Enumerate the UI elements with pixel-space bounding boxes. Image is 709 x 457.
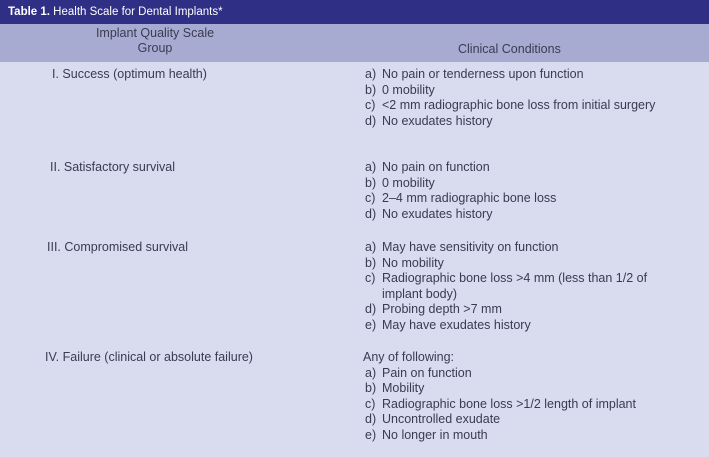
condition-letter: d) xyxy=(365,206,377,221)
condition-letter: b) xyxy=(365,381,377,396)
group-cell: II. Satisfactory survival xyxy=(50,160,176,174)
condition-item xyxy=(363,191,683,207)
condition-letter: a) xyxy=(365,67,377,81)
condition-item xyxy=(363,318,683,334)
condition-text: Radiographic bone loss >1/2 length of implant xyxy=(382,396,636,411)
condition-item xyxy=(363,302,683,318)
group-cell: I. Success (optimum health) xyxy=(52,67,207,81)
condition-letter: c) xyxy=(365,98,376,113)
condition-item xyxy=(363,160,683,176)
conditions-cell xyxy=(363,350,683,444)
condition-text: No pain on function xyxy=(382,160,490,174)
header-conditions-column: Clinical Conditions xyxy=(458,42,561,56)
condition-text: Uncontrolled exudate xyxy=(382,412,501,427)
conditions-cell xyxy=(363,160,683,222)
condition-letter: a) xyxy=(365,240,377,254)
header-group-line: Group xyxy=(137,41,173,55)
condition-text: No longer in mouth xyxy=(382,427,488,442)
condition-text: Mobility xyxy=(382,381,425,396)
condition-item xyxy=(363,83,683,99)
condition-letter: e) xyxy=(365,317,377,332)
condition-text: 2–4 mm radiographic bone loss xyxy=(382,191,557,206)
group-cell: III. Compromised survival xyxy=(47,240,189,254)
condition-item xyxy=(363,67,683,83)
condition-text: 0 mobility xyxy=(382,175,435,190)
condition-letter: c) xyxy=(365,191,376,206)
condition-text: No mobility xyxy=(382,255,444,270)
condition-text: No exudates history xyxy=(382,206,493,221)
table-title-label: Table 1. xyxy=(8,6,50,18)
condition-letter: b) xyxy=(365,82,377,97)
group-cell: IV. Failure (clinical or absolute failure) xyxy=(45,350,253,364)
condition-letter: e) xyxy=(365,427,377,442)
condition-text: May have sensitivity on function xyxy=(382,240,559,254)
condition-letter: a) xyxy=(365,365,377,380)
condition-letter: a) xyxy=(365,160,377,174)
condition-letter: d) xyxy=(365,412,377,427)
table-body xyxy=(0,62,709,457)
condition-letter: d) xyxy=(365,302,377,317)
condition-letter: d) xyxy=(365,113,377,128)
table-title-text: Health Scale for Dental Implants* xyxy=(53,6,223,18)
condition-text: May have exudates history xyxy=(382,317,531,332)
condition-item xyxy=(363,381,683,397)
condition-item xyxy=(363,397,683,413)
condition-text: No exudates history xyxy=(382,113,493,128)
header-group-column xyxy=(0,26,310,56)
table-title xyxy=(0,0,709,24)
conditions-cell xyxy=(363,240,683,334)
condition-item xyxy=(363,428,683,444)
condition-letter: c) xyxy=(365,271,376,286)
table-header-row xyxy=(0,24,709,62)
condition-item xyxy=(363,256,683,272)
condition-item xyxy=(363,366,683,382)
condition-text: No pain or tenderness upon function xyxy=(382,67,584,81)
condition-item xyxy=(363,114,683,130)
condition-letter: b) xyxy=(365,255,377,270)
condition-letter: b) xyxy=(365,175,377,190)
condition-item xyxy=(363,207,683,223)
condition-text: Pain on function xyxy=(382,365,472,380)
condition-item xyxy=(363,240,683,256)
condition-text: Probing depth >7 mm xyxy=(382,302,502,317)
condition-item xyxy=(363,271,683,302)
conditions-lead-in: Any of following: xyxy=(363,350,455,364)
condition-text: Radiographic bone loss >4 mm (less than 1/2 of implant body) xyxy=(382,271,648,301)
condition-text: <2 mm radiographic bone loss from initial surgery xyxy=(382,98,656,113)
conditions-cell xyxy=(363,67,683,129)
header-group-line: Implant Quality Scale xyxy=(95,26,215,40)
condition-letter: c) xyxy=(365,396,376,411)
condition-item xyxy=(363,176,683,192)
condition-item xyxy=(363,412,683,428)
condition-text: 0 mobility xyxy=(382,82,435,97)
condition-item xyxy=(363,98,683,114)
